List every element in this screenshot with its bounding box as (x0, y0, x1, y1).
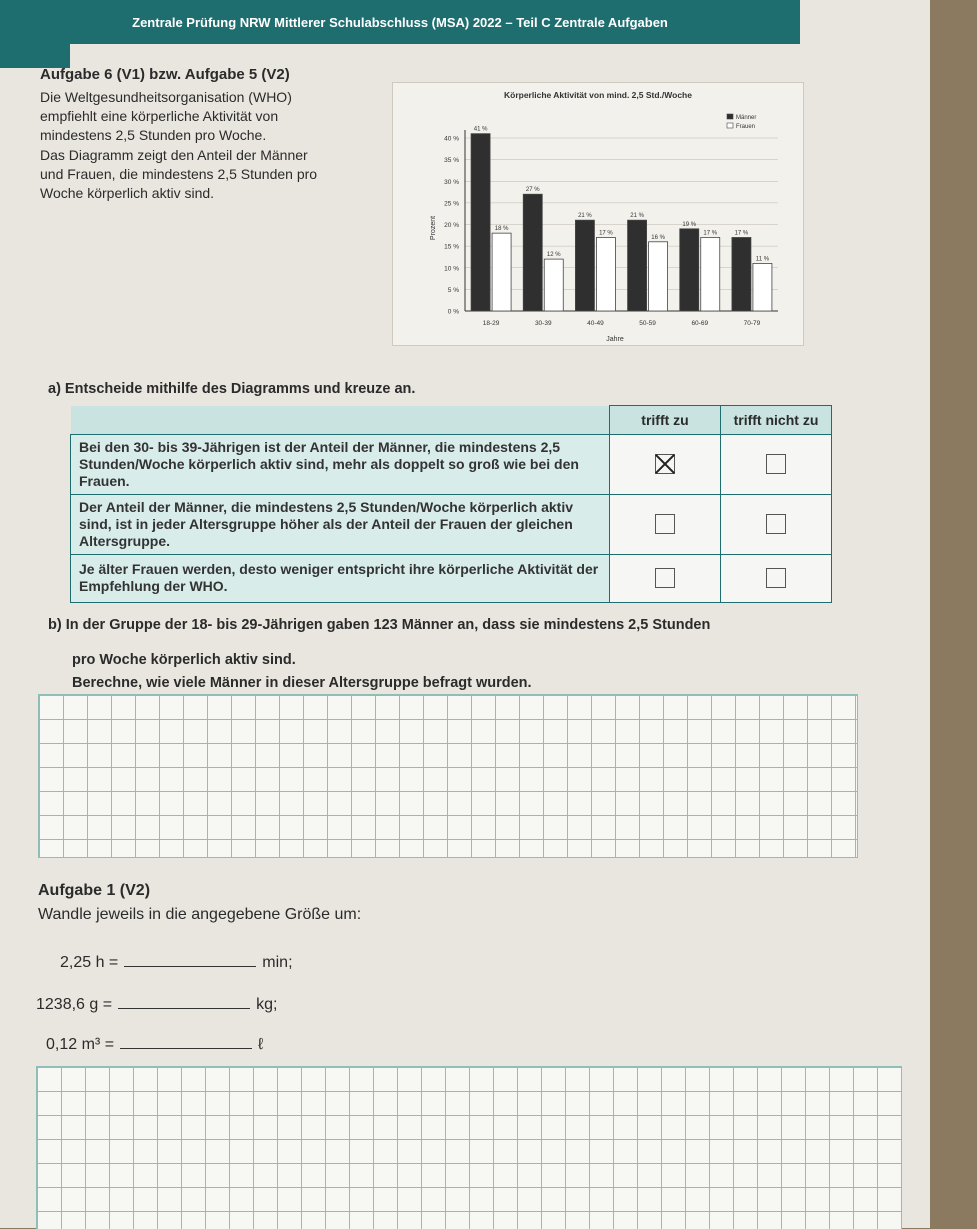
chart-x-tick-label: 70-79 (743, 320, 761, 327)
conversion-1-lhs: 2,25 h = (60, 954, 119, 971)
statement-2-false-cell (721, 494, 832, 554)
statement-2-true-checkbox[interactable] (655, 514, 675, 534)
statement-3-false-checkbox[interactable] (766, 568, 786, 588)
col-header-true: trifft zu (610, 406, 721, 435)
answer-grid-part-b[interactable] (38, 694, 858, 858)
bar-value-label: 12 % (546, 252, 561, 259)
statement-2-true-cell (610, 494, 721, 554)
bar-maenner-18-29 (471, 134, 490, 311)
bar-maenner-60-69 (680, 229, 699, 311)
legend-label-Männer: Männer (736, 115, 757, 121)
chart-x-tick-label: 18-29 (482, 320, 500, 327)
task6-intro-line-5: und Frauen, die mindestens 2,5 Stunden pro (40, 166, 318, 182)
chart-y-axis-label: Prozent (430, 215, 437, 241)
chart-legend (727, 114, 756, 130)
task1-heading: Aufgabe 1 (V2) (38, 882, 151, 899)
statement-table (70, 405, 832, 603)
bar-frauen-40-49 (596, 237, 615, 311)
bar-value-label: 19 % (682, 221, 697, 228)
statement-1-true-checkbox[interactable] (655, 454, 675, 474)
chart-title: Körperliche Aktivität von mind. 2,5 Std./Woche (504, 90, 692, 100)
bar-value-label: 41 % (473, 126, 488, 133)
bar-value-label: 21 % (578, 213, 592, 220)
statement-2: Der Anteil der Männer, die mindestens 2,5 Stunden/Woche körperlich aktiv sind, ist in jeder Altersgruppe höher als der Anteil der Frauen der gleichen Altersgruppe. (71, 494, 610, 554)
task6-intro-line-2: empfiehlt eine körperliche Aktivität von (40, 108, 279, 124)
table-row (71, 434, 832, 494)
col-header-false: trifft nicht zu (721, 406, 832, 435)
header-tab-decoration (0, 44, 70, 68)
statement-1-false-cell (721, 434, 832, 494)
conversion-1-answer-line[interactable] (124, 966, 256, 967)
statement-3-true-cell (610, 554, 721, 602)
chart-x-tick-labels (483, 320, 761, 327)
chart-x-tick-label: 60-69 (691, 320, 709, 327)
conversion-3-lhs: 0,12 m³ = (46, 1036, 115, 1053)
task1-instruction: Wandle jeweils in die angegebene Größe um: (38, 906, 362, 923)
task6-heading: Aufgabe 6 (V1) bzw. Aufgabe 5 (V2) (40, 66, 290, 83)
bar-value-label: 17 % (734, 230, 749, 237)
bar-value-label: 16 % (651, 234, 665, 241)
statement-1-false-checkbox[interactable] (766, 454, 786, 474)
conversion-row-1 (60, 954, 293, 972)
statement-3: Je älter Frauen werden, desto weniger entspricht ihre körperliche Aktivität der Empfehlung der WHO. (71, 554, 610, 602)
chart-bars (471, 127, 772, 311)
conversion-row-2 (36, 996, 277, 1014)
bar-frauen-50-59 (649, 242, 668, 311)
chart-y-tick-label: 20 % (444, 222, 459, 229)
task6-part-b-line-1: b) In der Gruppe der 18- bis 29-Jährigen gaben 123 Männer an, dass sie mindestens 2,5 Stunden (48, 617, 711, 633)
activity-chart-svg (393, 83, 803, 345)
exam-header (0, 0, 800, 44)
table-corner (71, 406, 610, 435)
chart-y-tick-label: 10 % (444, 265, 459, 273)
legend-label-Frauen: Frauen (736, 124, 756, 130)
task6-intro-line-3: mindestens 2,5 Stunden pro Woche. (40, 127, 267, 143)
table-row (71, 494, 832, 554)
exam-title: Zentrale Prüfung NRW Mittlerer Schulabschluss (MSA) 2022 – Teil C Zentrale Aufgaben (132, 14, 668, 30)
task6-intro-line-1: Die Weltgesundheitsorganisation (WHO) (40, 89, 292, 105)
bar-frauen-60-69 (701, 237, 720, 311)
conversion-2-unit: kg; (256, 996, 278, 1013)
bar-maenner-50-59 (628, 220, 647, 311)
task6-intro-line-4: Das Diagramm zeigt den Anteil der Männer (40, 147, 308, 163)
task6-part-b-line-2: pro Woche körperlich aktiv sind. (72, 652, 296, 668)
conversion-row-3 (46, 1036, 263, 1054)
statement-3-false-cell (721, 554, 832, 602)
bar-maenner-40-49 (575, 220, 594, 311)
bar-frauen-30-39 (544, 259, 563, 311)
task6-part-b-line-3: Berechne, wie viele Männer in dieser Altersgruppe befragt wurden. (72, 675, 532, 691)
chart-y-tick-label: 25 % (444, 200, 459, 208)
chart-x-tick-label: 50-59 (639, 320, 656, 327)
conversion-1-unit: min; (262, 954, 293, 971)
chart-gridlines (465, 130, 778, 311)
statement-1-true-cell (610, 434, 721, 494)
bar-frauen-18-29 (492, 233, 511, 311)
statement-3-true-checkbox[interactable] (655, 568, 675, 588)
chart-y-tick-label: 5 % (447, 286, 459, 294)
answer-grid-task1[interactable] (36, 1066, 902, 1229)
bar-maenner-30-39 (523, 194, 542, 311)
conversion-3-unit: ℓ (258, 1036, 264, 1053)
bar-value-label: 17 % (703, 230, 718, 237)
statement-2-false-checkbox[interactable] (766, 514, 786, 534)
bar-value-label: 18 % (494, 226, 509, 233)
task6-part-a: a) Entscheide mithilfe des Diagramms und kreuze an. (48, 381, 416, 397)
legend-swatch-Männer (727, 114, 733, 119)
chart-y-tick-labels (444, 136, 459, 316)
activity-chart (392, 82, 804, 346)
chart-x-tick-label: 30-39 (534, 320, 552, 327)
bar-frauen-70-79 (753, 263, 772, 311)
bar-value-label: 27 % (525, 187, 540, 194)
bar-value-label: 21 % (630, 213, 644, 220)
bar-value-label: 11 % (755, 256, 770, 263)
conversion-3-answer-line[interactable] (120, 1048, 252, 1049)
bar-value-label: 17 % (599, 230, 613, 237)
conversion-2-lhs: 1238,6 g = (36, 996, 113, 1013)
task6-intro-line-6: Woche körperlich aktiv sind. (40, 185, 215, 201)
table-row (71, 554, 832, 602)
bar-maenner-70-79 (732, 237, 751, 311)
legend-swatch-Frauen (727, 123, 733, 128)
chart-y-tick-label: 35 % (444, 157, 459, 165)
chart-y-tick-label: 0 % (447, 308, 459, 316)
chart-y-tick-label: 15 % (444, 243, 459, 251)
chart-x-tick-label: 40-49 (587, 320, 604, 327)
chart-x-axis-label: Jahre (606, 336, 624, 343)
conversion-2-answer-line[interactable] (118, 1008, 250, 1009)
chart-y-tick-label: 40 % (444, 135, 459, 143)
statement-1: Bei den 30- bis 39-Jährigen ist der Anteil der Männer, die mindestens 2,5 Stunden/Woche körperlich aktiv sind, mehr als doppelt so groß wie bei den Frauen. (71, 434, 610, 494)
chart-y-tick-label: 30 % (444, 178, 459, 186)
